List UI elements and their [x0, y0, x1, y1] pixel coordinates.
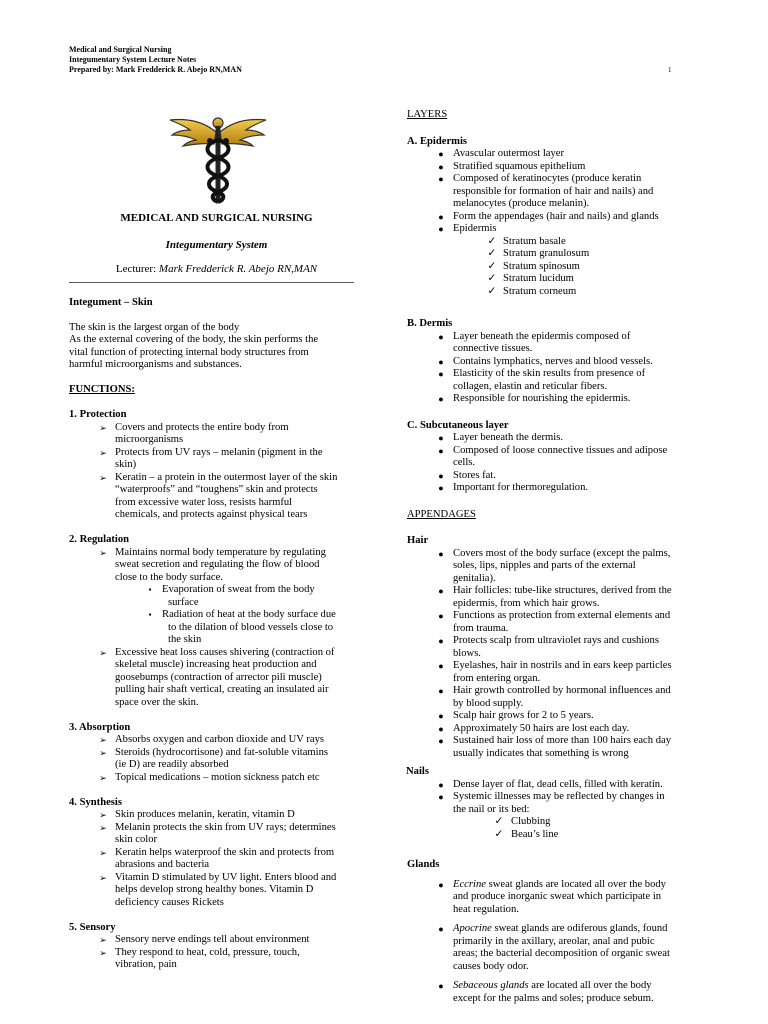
check-item: ✓ Stratum basale — [407, 236, 707, 249]
absorption-heading: 3. Absorption — [69, 721, 131, 733]
bullet-icon: ● — [438, 711, 444, 721]
bullet-icon: ● — [438, 174, 444, 184]
sebaceous-term: Sebaceous glands — [453, 980, 529, 991]
arrow-bullet-icon: ➢ — [99, 847, 107, 858]
list-item: ● Stores fat. — [407, 470, 707, 483]
check-icon: ✓ — [494, 816, 504, 827]
bullet-icon: ● — [438, 779, 444, 790]
list-item: ➢ Sensory nerve endings tell about environment — [69, 934, 369, 947]
list-item: ● Dense layer of flat, dead cells, filled with keratin. — [407, 779, 707, 792]
check-item: ✓ Clubbing — [407, 816, 707, 829]
list-item: ➢ Protects from UV rays – melanin (pigment in the skin) — [69, 447, 369, 472]
apocrine-term: Apocrine — [453, 923, 492, 934]
arrow-bullet-icon: ➢ — [99, 947, 107, 958]
bullet-icon: ● — [438, 879, 444, 890]
bullet-icon: ● — [438, 224, 444, 234]
check-icon: ✓ — [487, 273, 497, 284]
list-item: ● Eyelashes, hair in nostrils and in ears keep particles from entering organ. — [407, 660, 707, 685]
list-item: ➢ Vitamin D stimulated by UV light. Enters blood and helps develop strong healthy bones. Vitamin D deficiency causes Rickets — [69, 872, 369, 910]
glands-heading: Glands — [407, 859, 440, 870]
list-subitem: ▪ Evaporation of sweat from the body surface — [69, 584, 369, 609]
intro-heading: Integument – Skin — [69, 296, 153, 308]
bullet-icon: ● — [438, 736, 444, 746]
epidermis-heading: A. Epidermis — [407, 135, 468, 147]
lecturer-name: Mark Fredderick R. Abejo RN,MAN — [158, 263, 318, 275]
check-icon: ✓ — [487, 260, 497, 272]
list-item: ● Stratified squamous epithelium — [407, 161, 707, 174]
list-item: ● Layer beneath the dermis. — [407, 432, 707, 445]
list-item: ● Form the appendages (hair and nails) and glands — [407, 211, 707, 224]
list-item: ➢ Absorbs oxygen and carbon dioxide and UV rays — [69, 734, 369, 747]
nails-heading: Nails — [406, 766, 429, 777]
page-number: 1 — [668, 66, 672, 74]
eccrine-term: Eccrine — [453, 878, 486, 890]
hair-heading: Hair — [407, 535, 429, 546]
list-item: ➢ Skin produces melanin, keratin, vitamin D — [69, 809, 369, 822]
appendages-heading: APPENDAGES — [407, 508, 476, 520]
bullet-icon: ● — [438, 394, 444, 404]
bullet-icon: ● — [438, 149, 444, 159]
list-item: ➢ Melanin protects the skin from UV rays; determines skin color — [69, 822, 369, 847]
bullet-icon: ● — [438, 792, 444, 802]
topic-subtitle: Integumentary System — [165, 238, 268, 251]
list-item: ➢ Excessive heat loss causes shivering (contraction of skeletal muscle) increasing heat production and goosebumps (contraction of arrector pili muscle) pulling hair shaft vertical, creating an insulated air space over the skin. — [69, 647, 369, 710]
intro-line-1: The skin is the largest organ of the body — [69, 321, 240, 333]
arrow-bullet-icon: ➢ — [99, 747, 107, 758]
list-item: ● Protects scalp from ultraviolet rays and cushions blows. — [407, 635, 707, 660]
list-item: ➢ Steroids (hydrocortisone) and fat-soluble vitamins (ie D) are readily absorbed — [69, 747, 369, 772]
arrow-bullet-icon: ➢ — [99, 547, 107, 558]
bullet-icon: ● — [438, 369, 444, 379]
functions-heading: FUNCTIONS: — [69, 384, 135, 395]
bullet-icon: ● — [438, 211, 444, 222]
arrow-bullet-icon: ➢ — [99, 822, 107, 833]
list-item: ● Composed of keratinocytes (produce keratin responsible for formation of hair and nails) and melanocytes (produce melanin). — [407, 173, 707, 211]
list-item: ● Hair growth controlled by hormonal influences and by blood supply. — [407, 685, 707, 710]
arrow-bullet-icon: ➢ — [99, 935, 107, 945]
check-item: ✓ Beau’s line — [407, 829, 707, 842]
bullet-icon: ● — [438, 586, 444, 596]
bullet-icon: ● — [438, 548, 444, 559]
left-column — [69, 212, 369, 972]
subcutaneous-heading: C. Subcutaneous layer — [407, 419, 509, 431]
list-item: ● Approximately 50 hairs are lost each day. — [407, 723, 707, 736]
bullet-icon: ● — [438, 470, 444, 481]
regulation-heading: 2. Regulation — [69, 534, 130, 545]
bullet-icon: ● — [438, 483, 444, 493]
list-item: ➢ Keratin helps waterproof the skin and protects from abrasions and bacteria — [69, 847, 369, 872]
header-author: Prepared by: Mark Fredderick R. Abejo RN,MAN — [69, 65, 242, 74]
check-item: ✓ Stratum lucidum — [407, 273, 707, 286]
list-item: ➢ Topical medications – motion sickness patch etc — [69, 772, 369, 785]
arrow-bullet-icon: ➢ — [99, 647, 107, 658]
sensory-heading: 5. Sensory — [69, 921, 116, 933]
arrow-bullet-icon: ➢ — [99, 472, 107, 483]
bullet-icon: ● — [438, 924, 444, 934]
list-item: ● Composed of loose connective tissues and adipose cells. — [407, 445, 707, 470]
bullet-icon: ● — [438, 433, 444, 443]
check-icon: ✓ — [494, 828, 504, 840]
list-item: ● Contains lymphatics, nerves and blood vessels. — [407, 356, 707, 369]
list-item: ● Important for thermoregulation. — [407, 482, 707, 495]
check-item: ✓ Stratum granulosum — [407, 248, 707, 261]
bullet-icon: ● — [438, 981, 444, 991]
list-item: ● Covers most of the body surface (except the palms, soles, lips, nipples and parts of the external genitalia). — [407, 548, 707, 586]
list-item: ● Hair follicles: tube-like structures, derived from the epidermis, from which hair grows. — [407, 585, 707, 610]
list-item: ● Epidermis — [407, 223, 707, 236]
list-subitem: ▪ Radiation of heat at the body surface due to the dilation of blood vessels close to the skin — [69, 609, 369, 647]
bullet-icon: ● — [438, 686, 444, 696]
arrow-bullet-icon: ➢ — [99, 810, 107, 820]
check-icon: ✓ — [487, 235, 497, 247]
protection-heading: 1. Protection — [69, 409, 127, 420]
list-item: ● Eccrine sweat glands are located all over the body and produce inorganic sweat which participate in heat regulation. — [407, 879, 707, 917]
list-item: ● Apocrine sweat glands are odiferous glands, found primarily in the axillary, areolar, anal and pubic areas; the bacterial decomposition of organic sweat causes body odor. — [407, 923, 707, 973]
arrow-bullet-icon: ➢ — [99, 422, 107, 433]
bullet-icon: ● — [438, 331, 444, 342]
bullet-icon: ● — [438, 161, 444, 172]
bullet-icon: ● — [438, 356, 444, 367]
bullet-icon: ● — [438, 723, 444, 734]
check-item: ✓ Stratum spinosum — [407, 261, 707, 274]
arrow-bullet-icon: ➢ — [99, 872, 107, 883]
synthesis-heading: 4. Synthesis — [69, 796, 122, 808]
list-item: ● Sustained hair loss of more than 100 hairs each day usually indicates that something is wrong — [407, 735, 707, 760]
lecturer-label: Lecturer: — [115, 263, 159, 275]
course-title: MEDICAL AND SURGICAL NURSING — [120, 212, 313, 224]
list-item: ● Responsible for nourishing the epidermis. — [407, 393, 707, 406]
intro-paragraph: As the external covering of the body, the skin performs the vital function of protecting internal body structures from harmful microorganisms and substances. — [69, 334, 319, 370]
list-item: ● Avascular outermost layer — [407, 148, 707, 161]
dermis-heading: B. Dermis — [407, 318, 453, 329]
square-bullet-icon: ▪ — [148, 610, 152, 619]
list-item: ➢ They respond to heat, cold, pressure, touch, vibration, pain — [69, 947, 369, 972]
list-item: ● Functions as protection from external elements and from trauma. — [407, 610, 707, 635]
list-item: ➢ Keratin – a protein in the outermost layer of the skin “waterproofs” and “toughens” skin and protects from excessive water loss, resists harmful chemicals, and protects against physical tears — [69, 472, 369, 522]
list-item: ● Layer beneath the epidermis composed of connective tissues. — [407, 331, 707, 356]
list-item: ● Scalp hair grows for 2 to 5 years. — [407, 710, 707, 723]
arrow-bullet-icon: ➢ — [99, 772, 107, 783]
arrow-bullet-icon: ➢ — [99, 735, 107, 745]
list-item: ● Elasticity of the skin results from presence of collagen, elastin and reticular fibers. — [407, 368, 707, 393]
document-header — [69, 45, 242, 75]
right-column — [407, 109, 707, 1005]
arrow-bullet-icon: ➢ — [99, 447, 107, 458]
bullet-icon: ● — [438, 611, 444, 621]
list-item: ➢ Maintains normal body temperature by regulating sweat secretion and regulating the flow of blood close to the body surface. — [69, 547, 369, 585]
bullet-icon: ● — [438, 445, 444, 456]
check-icon: ✓ — [487, 285, 497, 297]
list-item: ● Systemic illnesses may be reflected by changes in the nail or its bed: — [407, 791, 707, 816]
check-icon: ✓ — [487, 248, 497, 259]
lecturer-line — [64, 263, 369, 276]
header-course: Medical and Surgical Nursing — [69, 45, 172, 54]
list-item: ● Sebaceous glands are located all over the body except for the palms and soles; produce sebum. — [407, 980, 707, 1005]
square-bullet-icon: ▪ — [148, 585, 152, 594]
list-item: ➢ Covers and protects the entire body from microorganisms — [69, 422, 369, 447]
bullet-icon: ● — [438, 661, 444, 671]
caduceus-icon — [168, 110, 268, 206]
layers-heading: LAYERS — [407, 109, 448, 120]
bullet-icon: ● — [438, 636, 444, 646]
header-notes: Integumentary System Lecture Notes — [69, 55, 197, 64]
check-item: ✓ Stratum corneum — [407, 286, 707, 299]
